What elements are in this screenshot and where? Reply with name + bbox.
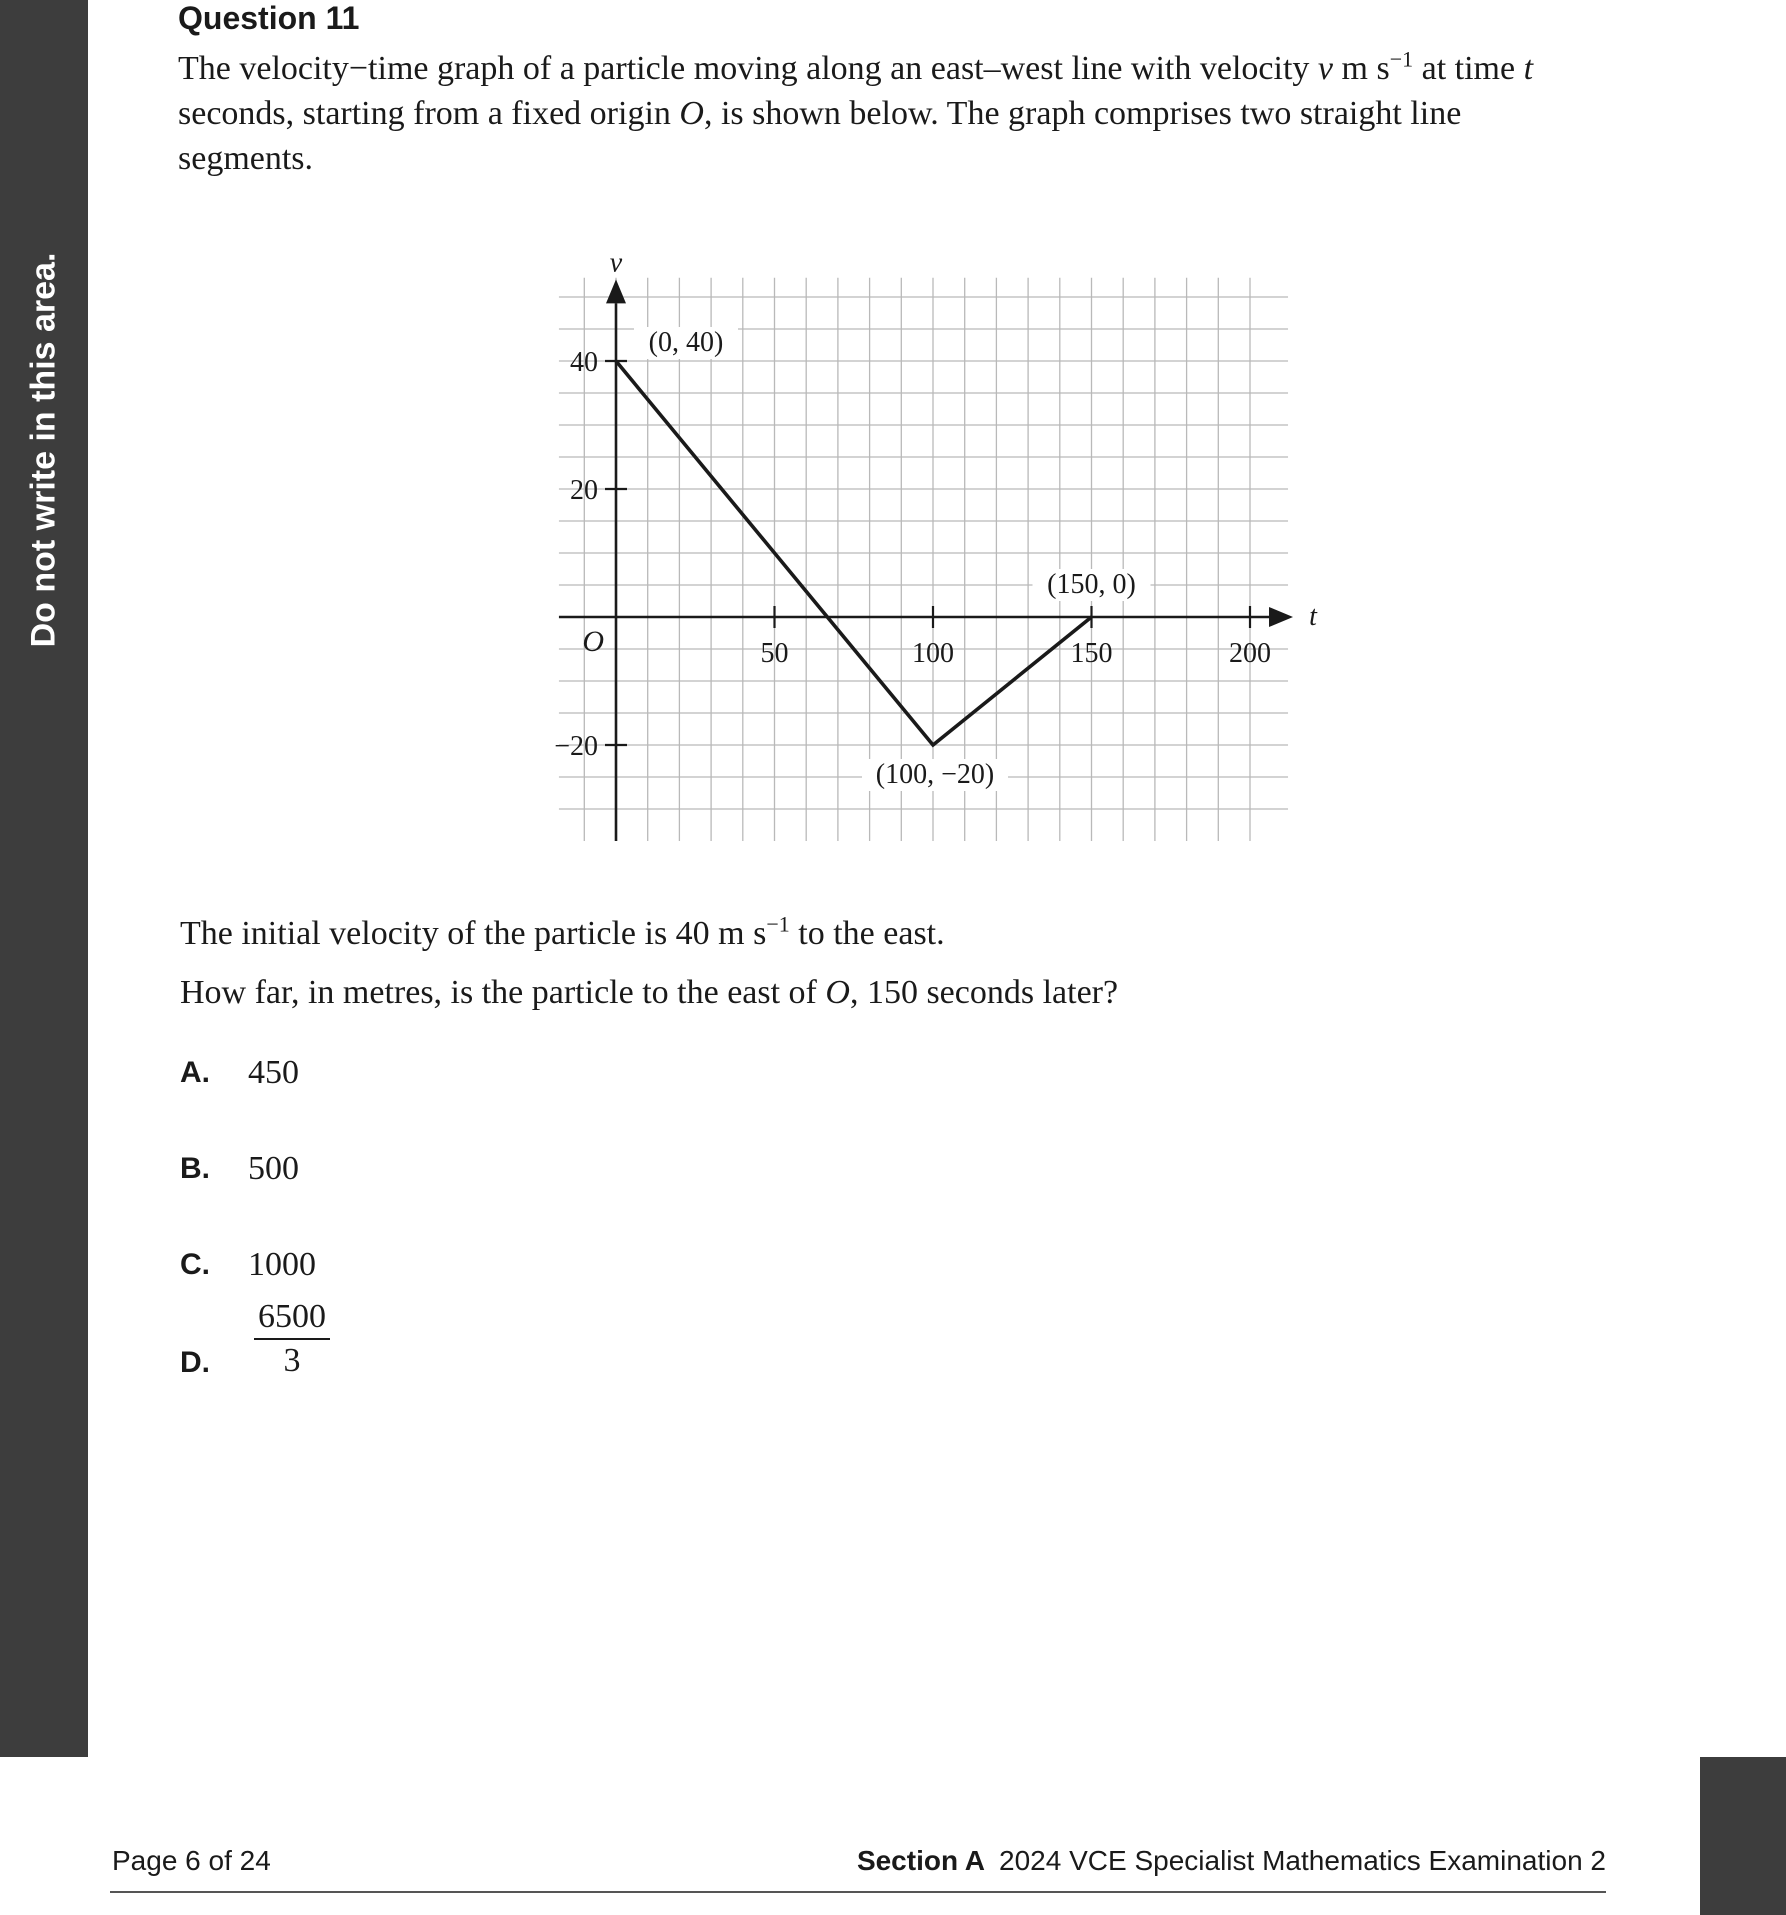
intro-text: , is shown below. The graph comprises two straight line segments. [178,95,1462,177]
t-axis-arrow [1269,607,1293,627]
fraction-denominator: 3 [283,1342,301,1379]
intro-text: The velocity−time graph of a particle moving along an east–west line with velocity [178,50,1318,87]
question-title: Question 11 [178,0,360,36]
y-tick-label: 20 [570,475,598,506]
prompt-text: How far, in metres, is the particle to the east of [180,974,826,1011]
page-number: Page 6 of 24 [112,1845,271,1876]
t-axis-label: t [1309,601,1317,632]
y-tick-label: 40 [570,347,598,378]
point-label: (150, 0) [1047,569,1136,600]
option-letter: D. [180,1346,210,1379]
question-intro [178,46,1598,181]
exam-footer [857,1845,1606,1877]
var-origin: O [679,95,704,132]
unit-text: m s [1333,50,1390,87]
initial-text: to the east. [789,915,945,952]
velocity-time-graph [530,225,1317,855]
x-tick-label: 150 [1070,638,1113,669]
initial-velocity-text [180,911,945,953]
x-tick-label: 100 [912,638,954,669]
intro-text: at time [1413,50,1524,87]
point-label: (100, −20) [875,759,995,790]
option-fraction [254,1298,330,1380]
footer-rule [110,1891,1606,1893]
prompt-text: , 150 seconds later? [849,974,1119,1011]
option-letter: A. [180,1056,210,1089]
v-axis-label: v [609,247,623,279]
unit-exponent: −1 [1389,46,1414,72]
margin-bar [0,0,88,1757]
margin-warning: Do not write in this area. [24,252,63,648]
question-prompt [180,974,1118,1012]
exam-title: 2024 VCE Specialist Mathematics Examination 2 [999,1845,1606,1876]
intro-text: seconds, starting from a fixed origin [178,95,680,132]
unit-exponent: −1 [766,911,790,937]
v-axis-arrow [606,279,626,303]
option-value: 450 [248,1054,299,1091]
var-v: v [1317,50,1333,87]
option-value: 1000 [248,1246,316,1283]
initial-text: The initial velocity of the particle is 40 m s [180,915,767,952]
var-t: t [1523,50,1534,87]
section-label: Section A [856,1845,986,1876]
x-tick-label: 50 [760,638,789,669]
y-tick-label: −20 [554,731,598,762]
fraction-numerator: 6500 [254,1298,330,1340]
point-label: (0, 40) [648,327,724,358]
option-letter: C. [180,1248,210,1281]
option-letter: B. [180,1152,210,1185]
var-origin: O [825,974,850,1011]
corner-block [1700,1757,1786,1915]
option-value: 500 [248,1150,299,1187]
x-tick-label: 200 [1229,638,1271,669]
origin-label: O [582,625,604,658]
